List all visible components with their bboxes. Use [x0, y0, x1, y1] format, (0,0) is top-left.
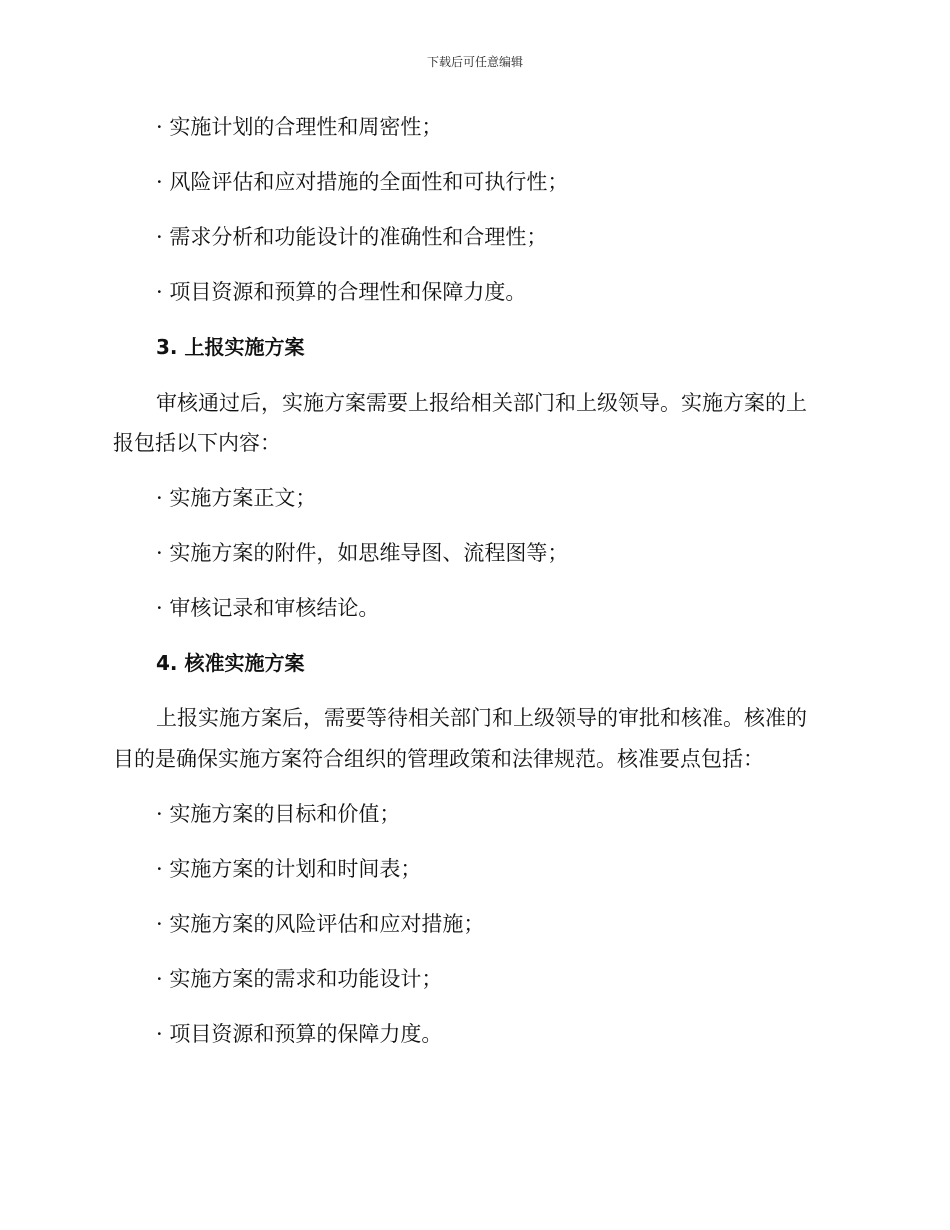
paragraph-line: 上报实施方案后，需要等待相关部门和上级领导的审批和核准。核准的 [156, 706, 807, 730]
list-item: · 实施方案的风险评估和应对措施； [156, 912, 485, 936]
list-item: · 实施方案正文； [156, 486, 317, 510]
list-item: · 项目资源和预算的保障力度。 [156, 1022, 443, 1046]
section-heading: 3. 上报实施方案 [156, 335, 305, 359]
paragraph-line: 报包括以下内容： [113, 431, 281, 455]
list-item: · 实施方案的目标和价值； [156, 802, 401, 826]
section-heading: 4. 核准实施方案 [156, 651, 305, 675]
list-item: · 实施方案的需求和功能设计； [156, 967, 443, 991]
list-item: · 风险评估和应对措施的全面性和可执行性； [156, 170, 569, 194]
list-item: · 实施方案的附件，如思维导图、流程图等； [156, 541, 569, 565]
page-header: 下载后可任意编辑 [426, 55, 523, 69]
list-item: · 需求分析和功能设计的准确性和合理性； [156, 225, 548, 249]
list-item: · 实施方案的计划和时间表； [156, 857, 422, 881]
paragraph-line: 目的是确保实施方案符合组织的管理政策和法律规范。核准要点包括： [113, 747, 764, 771]
list-item: · 实施计划的合理性和周密性； [156, 115, 443, 139]
list-item: · 项目资源和预算的合理性和保障力度。 [156, 280, 527, 304]
paragraph-line: 审核通过后，实施方案需要上报给相关部门和上级领导。实施方案的上 [156, 391, 807, 415]
list-item: · 审核记录和审核结论。 [156, 596, 380, 620]
